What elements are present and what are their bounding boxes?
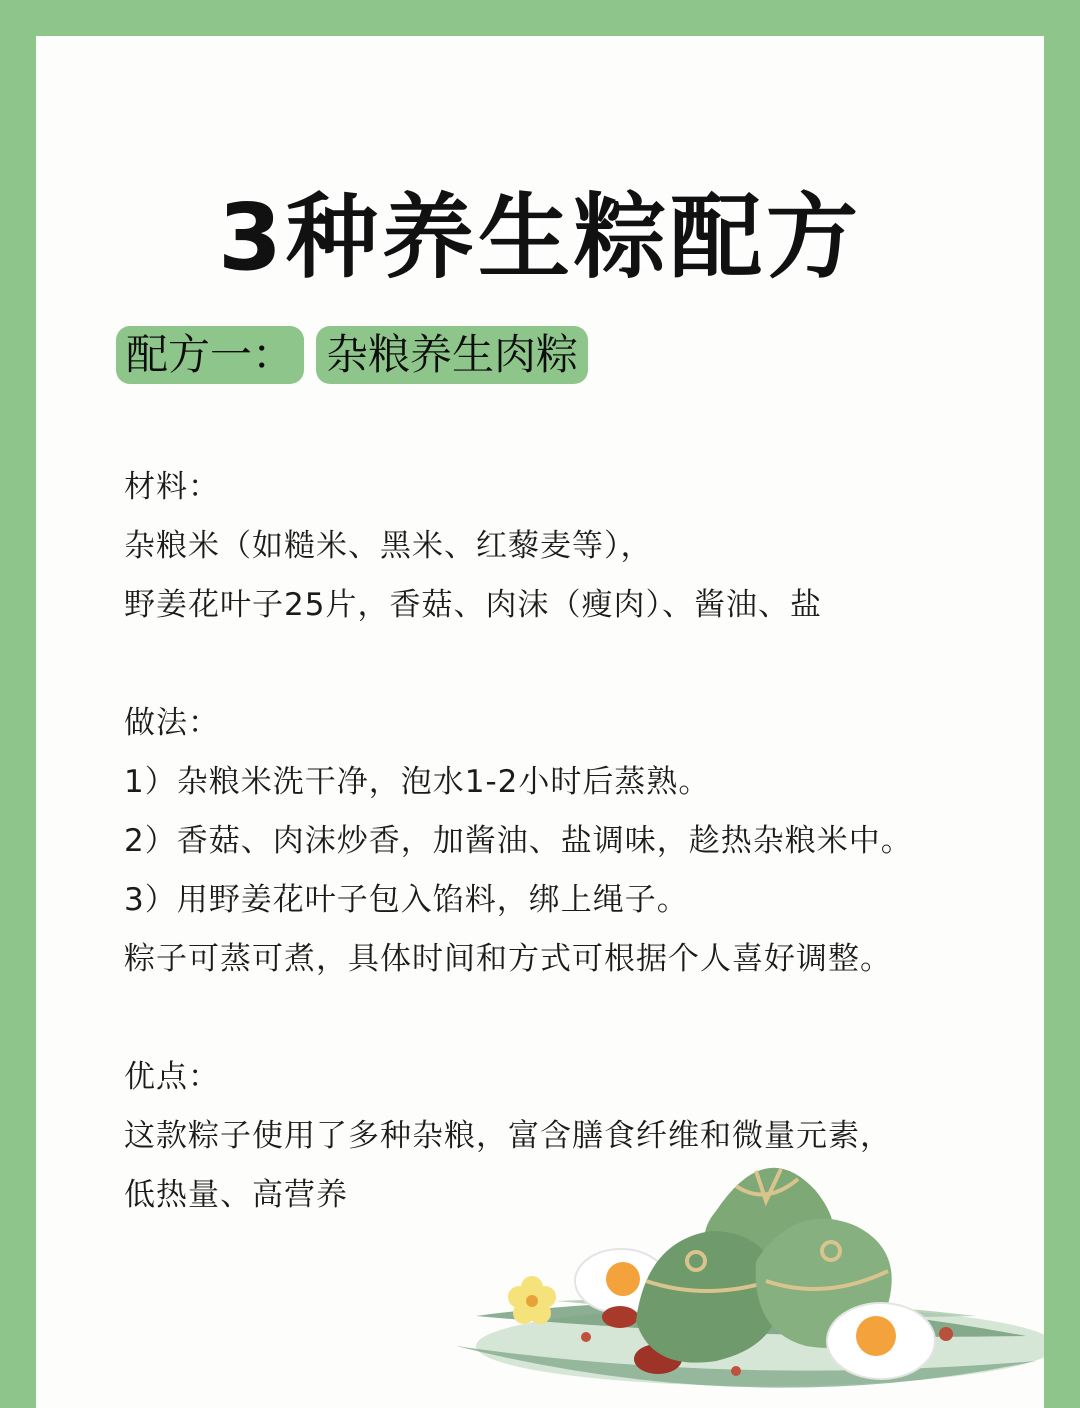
benefits-line: 这款粽子使用了多种杂粮，富含膳食纤维和微量元素， [124, 1118, 892, 1154]
method-step: 2）香菇、肉沫炒香，加酱油、盐调味，趁热杂粮米中。 [124, 823, 913, 859]
section-label: 配方一： [116, 326, 304, 384]
method-note: 粽子可蒸可煮，具体时间和方式可根据个人喜好调整。 [124, 941, 892, 977]
section-heading [116, 326, 588, 384]
method-step: 3）用野姜花叶子包入馅料，绑上绳子。 [124, 882, 689, 918]
benefits-heading: 优点： [124, 1059, 220, 1095]
materials-line: 杂粮米（如糙米、黑米、红藜麦等）， [124, 528, 653, 564]
page-title: 3种养生粽配方 [217, 184, 862, 291]
method-step: 1）杂粮米洗干净，泡水1-2小时后蒸熟。 [124, 764, 711, 800]
recipe-card [36, 36, 1044, 1408]
recipe-content [124, 458, 1024, 1225]
benefits-line: 低热量、高营养 [124, 1177, 348, 1213]
section-recipe-name: 杂粮养生肉粽 [316, 326, 588, 384]
zongzi-illustration [436, 1131, 1044, 1408]
materials-heading: 材料： [124, 469, 220, 505]
materials-line: 野姜花叶子25片，香菇、肉沫（瘦肉）、酱油、盐 [124, 587, 822, 623]
method-heading: 做法： [124, 705, 220, 741]
